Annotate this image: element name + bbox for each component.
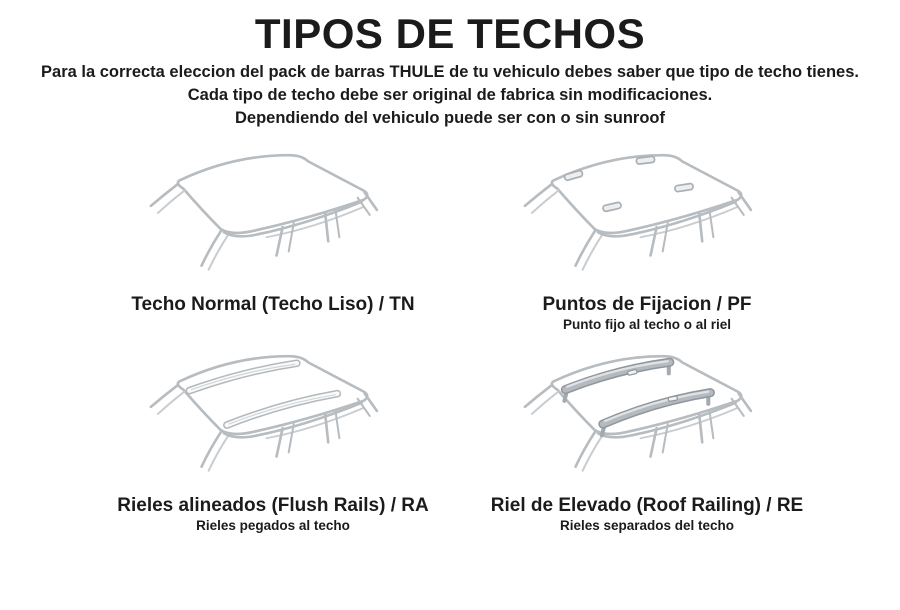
roof-types-grid (0, 142, 900, 534)
roof-type-label: Puntos de Fijacion / PF (542, 294, 752, 316)
infographic-page (0, 10, 900, 610)
intro-line: Para la correcta eleccion del pack de barras THULE de tu vehiculo debes saber que tipo de techo tienes. (41, 63, 859, 82)
intro-line: Cada tipo de techo debe ser original de fabrica sin modificaciones. (187, 86, 713, 105)
roof-type-label: Rieles alineados (Flush Rails) / RA (117, 495, 429, 517)
roof-type-card-re (422, 343, 872, 534)
roof-type-sublabel: Punto fijo al techo o al riel (562, 317, 732, 333)
roof-type-label: Techo Normal (Techo Liso) / TN (131, 294, 415, 316)
roof-type-sublabel: Rieles pegados al techo (196, 518, 350, 534)
intro-paragraph (0, 61, 900, 130)
fixation-points-roof-illustration (480, 142, 815, 294)
raised-rails-roof-illustration (480, 343, 815, 495)
flush-rails-roof-illustration (106, 343, 441, 495)
normal-roof-illustration (106, 142, 441, 294)
page-title: TIPOS DE TECHOS (254, 10, 646, 57)
roof-type-sublabel: Rieles separados del techo (559, 518, 735, 534)
intro-line: Dependiendo del vehiculo puede ser con o sin sunroof (235, 109, 665, 128)
roof-type-card-pf (422, 142, 872, 333)
roof-type-label: Riel de Elevado (Roof Railing) / RE (490, 495, 804, 517)
